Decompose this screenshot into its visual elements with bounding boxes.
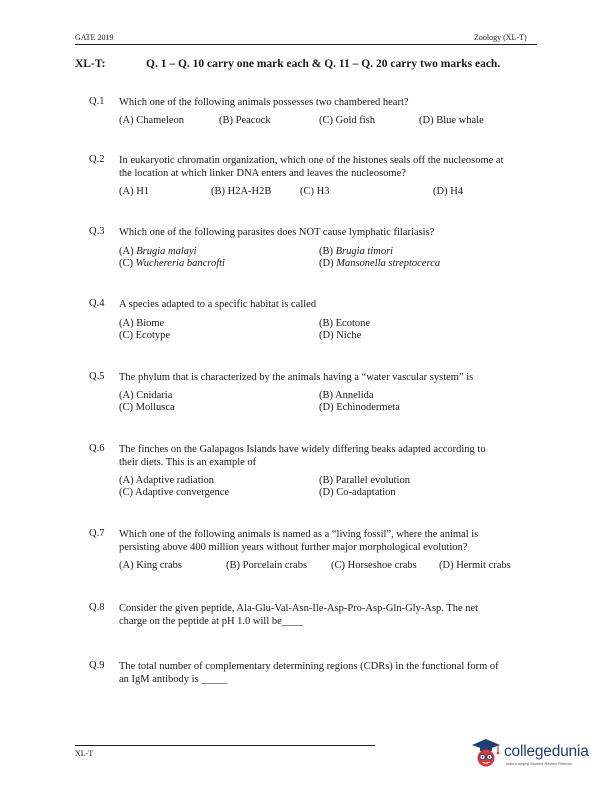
- option-b: (B) H2A-H2B: [211, 186, 272, 197]
- question-text-line-1: In eukaryotic chromatin organization, which one of the histones seals off the nucleosome at: [119, 155, 504, 166]
- question-number: Q.1: [89, 96, 105, 107]
- header-rule: [75, 44, 537, 45]
- option-b: (B) Peacock: [219, 115, 271, 126]
- option-b: (B) Brugia timori: [319, 246, 394, 257]
- option-d: (D) Blue whale: [419, 115, 484, 126]
- graduate-mascot-icon: [470, 738, 502, 770]
- option-a: (A) King crabs: [119, 560, 182, 571]
- question-number: Q.3: [89, 226, 105, 237]
- section-instructions: Q. 1 – Q. 10 carry one mark each & Q. 11 – Q. 20 carry two marks each.: [146, 58, 501, 70]
- option-d: (D) Niche: [319, 330, 362, 341]
- option-d: (D) H4: [433, 186, 464, 197]
- question-number: Q.2: [89, 154, 105, 165]
- option-c: (C) Adaptive convergence: [119, 487, 230, 498]
- question-number: Q.7: [89, 528, 105, 539]
- option-a: (A) Biome: [119, 318, 165, 329]
- option-c: (C) Ecotype: [119, 330, 171, 341]
- footer-paper-code: XL-T: [75, 749, 94, 758]
- option-a: (A) Adaptive radiation: [119, 475, 215, 486]
- option-c: (C) Mollusca: [119, 402, 175, 413]
- option-b: (B) Porcelain crabs: [226, 560, 308, 571]
- header-paper-name: Zoology (XL-T): [474, 33, 527, 42]
- question-text: A species adapted to a specific habitat is called: [119, 299, 317, 310]
- option-c: (C) Wuchereria bancrofti: [119, 258, 225, 269]
- question-number: Q.4: [89, 298, 105, 309]
- option-d: (D) Echinodermeta: [319, 402, 400, 413]
- question-text: Which one of the following animals possesses two chambered heart?: [119, 97, 409, 108]
- question-text-line-1: The total number of complementary determining regions (CDRs) in the functional form of: [119, 661, 499, 672]
- option-c: (C) Horseshoe crabs: [331, 560, 417, 571]
- brand-tagline: India's largest Student Review Platform: [506, 762, 573, 766]
- question-text-line-2: an IgM antibody is _____: [119, 674, 228, 685]
- question-text-line-2: persisting above 400 million years without further major morphological evolution?: [119, 542, 468, 553]
- question-text-line-2: charge on the peptide at pH 1.0 will be____: [119, 616, 303, 627]
- question-text-line-1: The finches on the Galapagos Islands have widely differing beaks adapted according to: [119, 444, 486, 455]
- option-d: (D) Hermit crabs: [439, 560, 511, 571]
- question-text-line-1: Which one of the following animals is named as a “living fossil”, where the animal is: [119, 529, 479, 540]
- footer-rule: [75, 745, 375, 746]
- question-text: The phylum that is characterized by the animals having a “water vascular system” is: [119, 372, 474, 383]
- question-text-line-2: their diets. This is an example of: [119, 457, 257, 468]
- option-a: (A) Brugia malayi: [119, 246, 197, 257]
- section-code: XL-T:: [75, 58, 106, 70]
- option-b: (B) Parallel evolution: [319, 475, 410, 486]
- question-number: Q.5: [89, 371, 105, 382]
- option-a: (A) H1: [119, 186, 150, 197]
- question-number: Q.8: [89, 602, 105, 613]
- option-d: (D) Mansonella streptocerca: [319, 258, 441, 269]
- brand-name: collegedunia: [504, 743, 589, 760]
- option-b: (B) Ecotone: [319, 318, 371, 329]
- header-exam-name: GATE 2019: [75, 33, 114, 42]
- question-text: Which one of the following parasites does NOT cause lymphatic filariasis?: [119, 227, 435, 238]
- question-number: Q.6: [89, 443, 105, 454]
- option-c: (C) H3: [300, 186, 330, 197]
- option-b: (B) Annelida: [319, 390, 374, 401]
- question-number: Q.9: [89, 660, 105, 671]
- question-text-line-1: Consider the given peptide, Ala-Glu-Val-Asn-Ile-Asp-Pro-Asp-Gln-Gly-Asp. The net: [119, 603, 479, 614]
- option-d: (D) Co-adaptation: [319, 487, 396, 498]
- option-a: (A) Cnidaria: [119, 390, 173, 401]
- option-a: (A) Chameleon: [119, 115, 185, 126]
- question-text-line-2: the location at which linker DNA enters and leaves the nucleosome?: [119, 168, 406, 179]
- option-c: (C) Gold fish: [319, 115, 375, 126]
